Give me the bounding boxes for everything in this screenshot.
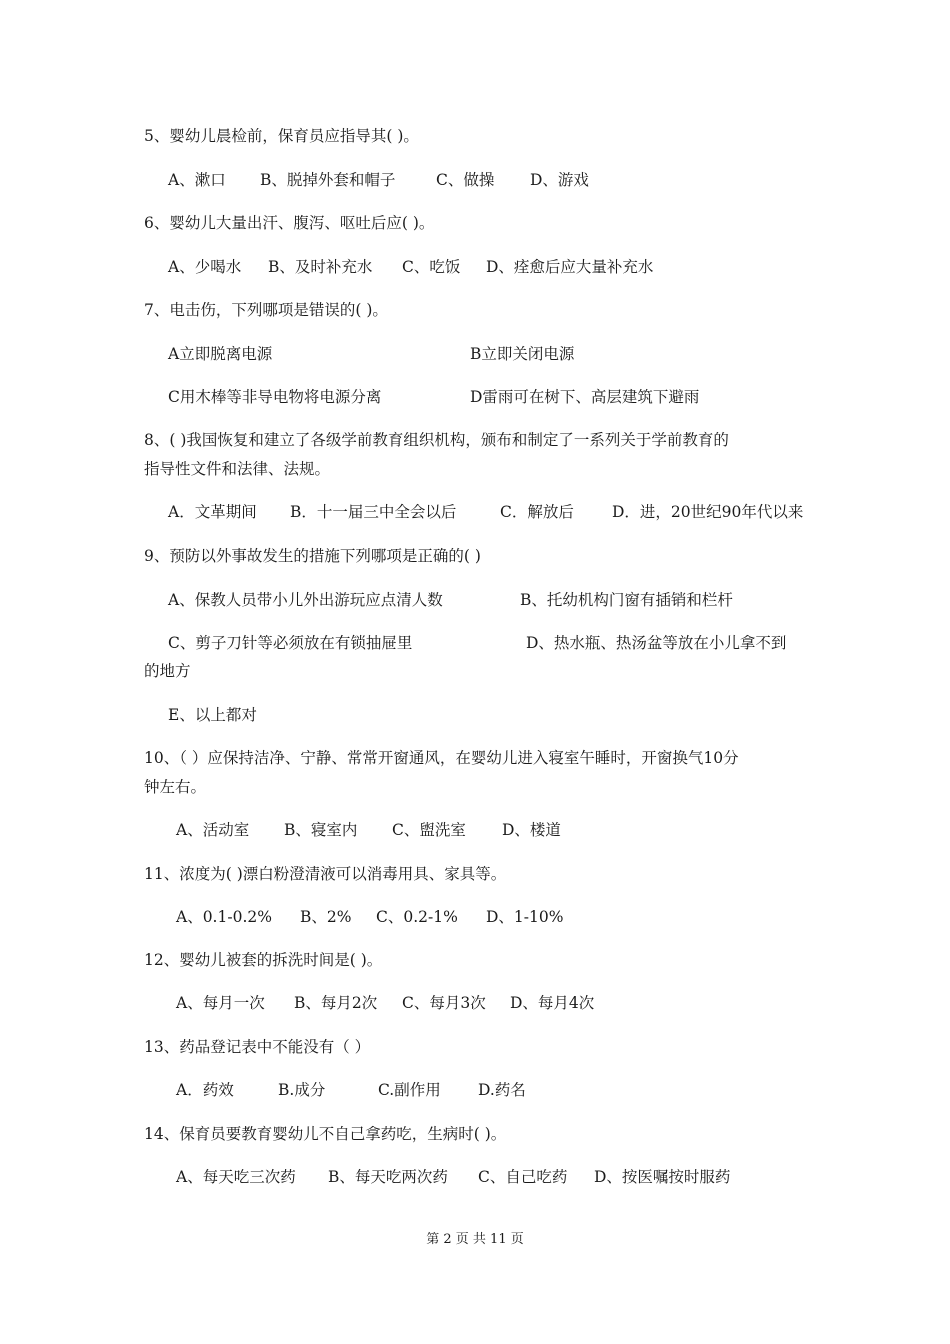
option-d: D、按医嘱按时服药: [594, 1168, 731, 1186]
question-6-stem: 6、婴幼儿大量出汗、腹泻、呕吐后应( )。: [144, 214, 435, 232]
option-a: A立即脱离电源: [168, 345, 273, 363]
option-d: D．进，20世纪90年代以来: [612, 503, 804, 521]
option-a: A、保教人员带小儿外出游玩应点清人数: [168, 591, 443, 609]
option-c: C、吃饭: [402, 258, 461, 276]
option-a: A、活动室: [176, 821, 250, 839]
question-11-stem: 11、浓度为( )漂白粉澄清液可以消毒用具、家具等。: [144, 865, 507, 883]
question-9-continuation: 的地方: [144, 662, 191, 680]
option-b: B、每月2次: [294, 994, 378, 1012]
option-a: A．文革期间: [168, 503, 257, 521]
question-10-stem-line2: 钟左右。: [144, 778, 207, 796]
option-c: C.副作用: [378, 1081, 441, 1099]
question-8-stem-line2: 指导性文件和法律、法规。: [144, 460, 331, 478]
option-b: B、每天吃两次药: [328, 1168, 448, 1186]
option-b: B立即关闭电源: [470, 345, 575, 363]
question-7-stem: 7、电击伤，下列哪项是错误的( )。: [144, 301, 388, 319]
option-c: C用木棒等非导电物将电源分离: [168, 388, 382, 406]
option-c: C、盥洗室: [392, 821, 466, 839]
option-a: A、漱口: [168, 171, 226, 189]
option-a: A、少喝水: [168, 258, 242, 276]
page-footer: 第 2 页 共 11 页: [426, 1232, 524, 1247]
question-9-option-e: E、以上都对: [168, 706, 257, 724]
option-a: A、0.1-0.2%: [176, 908, 272, 926]
question-12-stem: 12、婴幼儿被套的拆洗时间是( )。: [144, 951, 383, 969]
question-13-stem: 13、药品登记表中不能没有（ ）: [144, 1038, 371, 1056]
option-d: D、楼道: [502, 821, 561, 839]
option-b: B、及时补充水: [268, 258, 373, 276]
option-b: B、脱掉外套和帽子: [260, 171, 396, 189]
option-d: D、游戏: [530, 171, 589, 189]
option-d: D、痊愈后应大量补充水: [486, 258, 654, 276]
option-c: C、自己吃药: [478, 1168, 568, 1186]
option-d: D.药名: [478, 1081, 526, 1099]
option-c: C、每月3次: [402, 994, 486, 1012]
option-d: D、每月4次: [510, 994, 595, 1012]
option-c: C．解放后: [500, 503, 574, 521]
option-b: B、寝室内: [284, 821, 358, 839]
option-b: B.成分: [278, 1081, 326, 1099]
option-c: C、剪子刀针等必须放在有锁抽屉里: [168, 634, 413, 652]
question-9-stem: 9、预防以外事故发生的措施下列哪项是正确的( ): [144, 547, 481, 565]
option-a: A、每月一次: [176, 994, 265, 1012]
option-b: B、2%: [300, 908, 352, 926]
option-d: D雷雨可在树下、高层建筑下避雨: [470, 388, 700, 406]
question-14-stem: 14、保育员要教育婴幼儿不自己拿药吃，生病时( )。: [144, 1125, 507, 1143]
option-c: C、做操: [436, 171, 495, 189]
question-8-stem-line1: 8、( )我国恢复和建立了各级学前教育组织机构，颁布和制定了一系列关于学前教育的: [144, 431, 729, 449]
option-a: A．药效: [176, 1081, 234, 1099]
option-b: B．十一届三中全会以后: [290, 503, 457, 521]
option-c: C、0.2-1%: [376, 908, 458, 926]
option-d: D、1-10%: [486, 908, 564, 926]
option-d: D、热水瓶、热汤盆等放在小儿拿不到: [526, 634, 787, 652]
question-10-stem-line1: 10、（ ）应保持洁净、宁静、常常开窗通风，在婴幼儿进入寝室午睡时，开窗换气10分: [144, 749, 739, 767]
option-b: B、托幼机构门窗有插销和栏杆: [520, 591, 733, 609]
option-a: A、每天吃三次药: [176, 1168, 296, 1186]
question-5-stem: 5、婴幼儿晨检前，保育员应指导其( )。: [144, 127, 419, 145]
